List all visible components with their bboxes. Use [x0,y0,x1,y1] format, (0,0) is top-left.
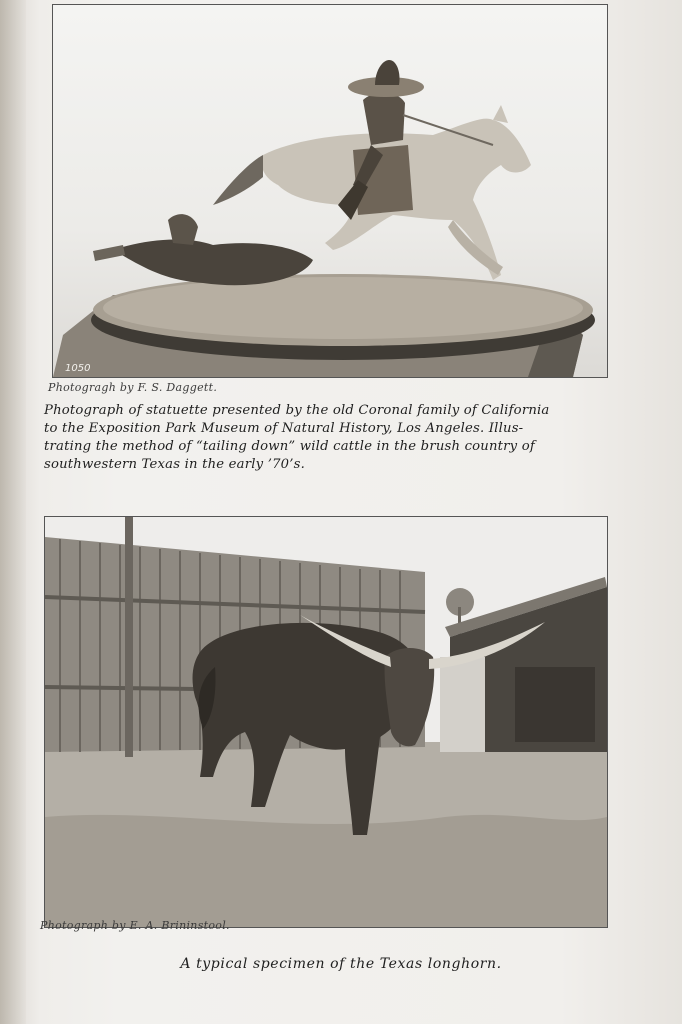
photo2-caption: A typical specimen of the Texas longhorn. [180,956,502,972]
plate-number: 1050 [65,363,91,374]
caption-line: southwestern Texas in the early ’70’s. [44,457,306,472]
photo1-credit: Photogragh by F. S. Daggett. [48,381,218,394]
longhorn-photograph [44,516,608,928]
statuette-photograph [52,4,608,378]
caption-line: Photograph of statuette presented by the old Coronal family of California [44,403,550,418]
photo2-credit: Photograph by E. A. Brininstool. [40,919,230,932]
caption-line: to the Exposition Park Museum of Natural History, Los Angeles. Illus- [44,421,524,436]
caption-line: trating the method of “tailing down” wild cattle in the brush country of [44,439,535,454]
longhorn-steer-icon [45,517,607,927]
statuette-cowboy-horse-icon [53,5,607,377]
book-spine-shadow [0,0,26,1024]
photo1-caption [44,402,612,474]
